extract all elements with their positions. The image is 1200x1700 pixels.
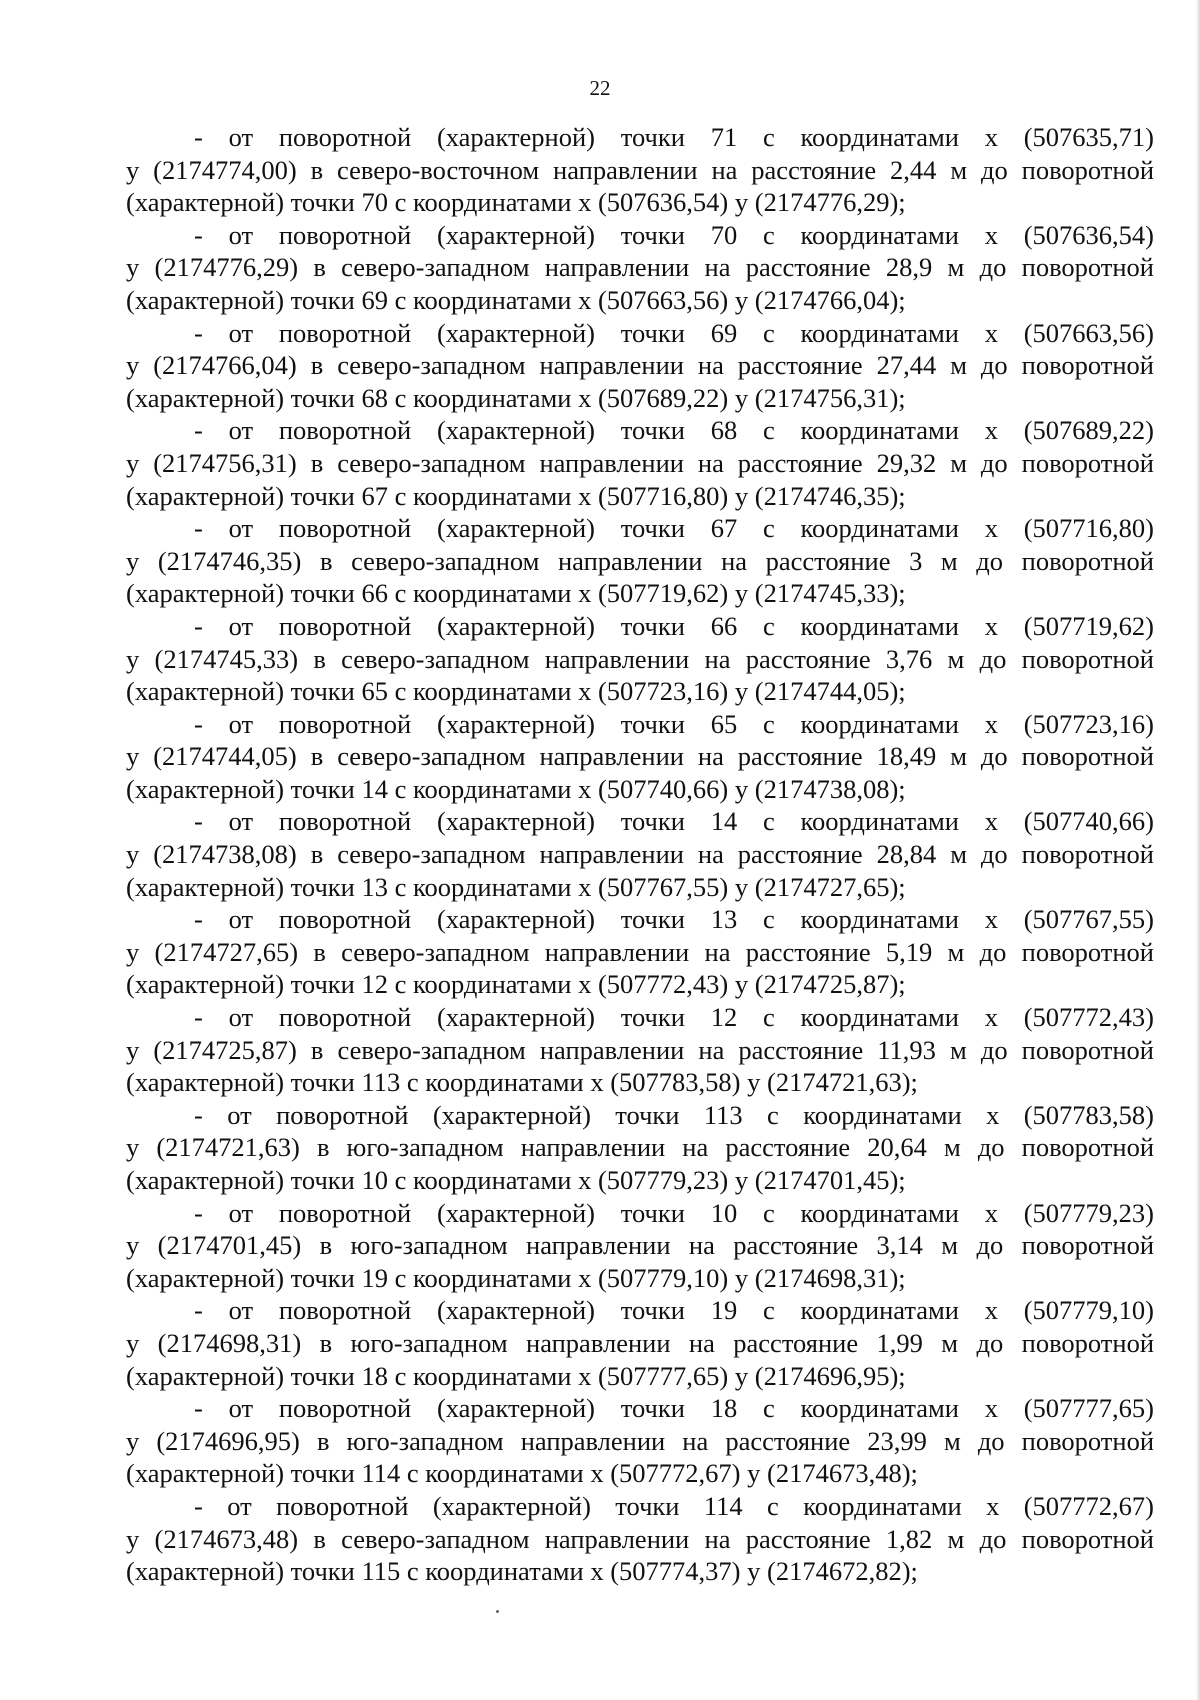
segment-line-start: - от поворотной (характерной) точки 18 с координатами х (507777,65)	[194, 1393, 1154, 1424]
segment-line-start: - от поворотной (характерной) точки 13 с координатами х (507767,55)	[194, 904, 1154, 935]
boundary-segment-paragraph	[126, 903, 1154, 1001]
segment-line-middle: у (2174725,87) в северо-западном направлении на расстояние 11,93 м до поворотной	[126, 1034, 1154, 1065]
boundary-segment-paragraph	[126, 1099, 1154, 1197]
boundary-segment-paragraph	[126, 121, 1154, 219]
boundary-segment-paragraph	[126, 1392, 1154, 1490]
segment-line-end: (характерной) точки 68 с координатами х (507689,22) у (2174756,31);	[126, 382, 906, 413]
segment-line-start: - от поворотной (характерной) точки 113 с координатами х (507783,58)	[194, 1099, 1154, 1130]
segment-line-end: (характерной) точки 115 с координатами х (507774,37) у (2174672,82);	[126, 1556, 918, 1587]
segment-line-middle: у (2174746,35) в северо-западном направлении на расстояние 3 м до поворотной	[126, 545, 1154, 576]
segment-line-start: - от поворотной (характерной) точки 67 с координатами х (507716,80)	[194, 513, 1154, 544]
segment-line-end: (характерной) точки 14 с координатами х (507740,66) у (2174738,08);	[126, 773, 906, 804]
segment-line-end: (характерной) точки 65 с координатами х (507723,16) у (2174744,05);	[126, 676, 906, 707]
segment-line-end: (характерной) точки 13 с координатами х (507767,55) у (2174727,65);	[126, 871, 906, 902]
segment-line-middle: у (2174745,33) в северо-западном направлении на расстояние 3,76 м до поворотной	[126, 643, 1154, 674]
boundary-segment-paragraph	[126, 414, 1154, 512]
segment-line-middle: у (2174776,29) в северо-западном направлении на расстояние 28,9 м до поворотной	[126, 252, 1154, 283]
segment-line-end: (характерной) точки 70 с координатами х (507636,54) у (2174776,29);	[126, 187, 906, 218]
segment-line-middle: у (2174774,00) в северо-восточном направлении на расстояние 2,44 м до поворотной	[126, 154, 1154, 185]
scan-edge-shadow	[1196, 0, 1200, 1700]
segment-line-end: (характерной) точки 67 с координатами х (507716,80) у (2174746,35);	[126, 480, 906, 511]
segment-line-end: (характерной) точки 69 с координатами х (507663,56) у (2174766,04);	[126, 284, 906, 315]
segment-line-start: - от поворотной (характерной) точки 19 с координатами х (507779,10)	[194, 1295, 1154, 1326]
segment-line-end: (характерной) точки 18 с координатами х (507777,65) у (2174696,95);	[126, 1360, 906, 1391]
segment-line-end: (характерной) точки 19 с координатами х (507779,10) у (2174698,31);	[126, 1262, 906, 1293]
boundary-segment-paragraph	[126, 512, 1154, 610]
boundary-segment-paragraph	[126, 1197, 1154, 1295]
segment-line-end: (характерной) точки 66 с координатами х (507719,62) у (2174745,33);	[126, 578, 906, 609]
boundary-segment-paragraph	[126, 219, 1154, 317]
segment-line-middle: у (2174721,63) в юго-западном направлении на расстояние 20,64 м до поворотной	[126, 1132, 1154, 1163]
segment-line-start: - от поворотной (характерной) точки 71 с координатами х (507635,71)	[194, 122, 1154, 152]
boundary-segment-paragraph	[126, 1294, 1154, 1392]
segment-line-middle: у (2174698,31) в юго-западном направлении на расстояние 1,99 м до поворотной	[126, 1327, 1154, 1358]
segment-line-middle: у (2174756,31) в северо-западном направлении на расстояние 29,32 м до поворотной	[126, 447, 1154, 478]
segment-line-middle: у (2174727,65) в северо-западном направлении на расстояние 5,19 м до поворотной	[126, 936, 1154, 967]
segment-line-start: - от поворотной (характерной) точки 69 с координатами х (507663,56)	[194, 317, 1154, 348]
segment-line-middle: у (2174701,45) в юго-западном направлении на расстояние 3,14 м до поворотной	[126, 1230, 1154, 1261]
segment-line-start: - от поворотной (характерной) точки 68 с координатами х (507689,22)	[194, 415, 1154, 446]
segment-line-middle: у (2174738,08) в северо-западном направлении на расстояние 28,84 м до поворотной	[126, 839, 1154, 870]
segment-line-middle: у (2174696,95) в юго-западном направлении на расстояние 23,99 м до поворотной	[126, 1425, 1154, 1456]
segment-line-end: (характерной) точки 114 с координатами х (507772,67) у (2174673,48);	[126, 1458, 918, 1489]
boundary-description-text	[126, 121, 1154, 1588]
boundary-segment-paragraph	[126, 708, 1154, 806]
segment-line-start: - от поворотной (характерной) точки 65 с координатами х (507723,16)	[194, 708, 1154, 739]
boundary-segment-paragraph	[126, 1490, 1154, 1588]
segment-line-end: (характерной) точки 10 с координатами х (507779,23) у (2174701,45);	[126, 1165, 906, 1195]
segment-line-start: - от поворотной (характерной) точки 14 с координатами х (507740,66)	[194, 806, 1154, 837]
segment-line-middle: у (2174766,04) в северо-западном направлении на расстояние 27,44 м до поворотной	[126, 350, 1154, 381]
segment-line-end: (характерной) точки 113 с координатами х (507783,58) у (2174721,63);	[126, 1067, 918, 1098]
scan-speck	[496, 1610, 499, 1613]
segment-line-middle: у (2174673,48) в северо-западном направлении на расстояние 1,82 м до поворотной	[126, 1523, 1154, 1554]
segment-line-start: - от поворотной (характерной) точки 66 с координатами х (507719,62)	[194, 610, 1154, 641]
segment-line-start: - от поворотной (характерной) точки 70 с координатами х (507636,54)	[194, 219, 1154, 250]
page-number: 22	[589, 76, 611, 100]
segment-line-start: - от поворотной (характерной) точки 10 с координатами х (507779,23)	[194, 1197, 1154, 1228]
segment-line-end: (характерной) точки 12 с координатами х (507772,43) у (2174725,87);	[126, 969, 906, 1000]
segment-line-middle: у (2174744,05) в северо-западном направлении на расстояние 18,49 м до поворотной	[126, 741, 1154, 772]
boundary-segment-paragraph	[126, 1001, 1154, 1099]
boundary-segment-paragraph	[126, 805, 1154, 903]
segment-line-start: - от поворотной (характерной) точки 114 с координатами х (507772,67)	[194, 1490, 1154, 1521]
boundary-segment-paragraph	[126, 610, 1154, 708]
segment-line-start: - от поворотной (характерной) точки 12 с координатами х (507772,43)	[194, 1002, 1154, 1033]
boundary-segment-paragraph	[126, 317, 1154, 415]
